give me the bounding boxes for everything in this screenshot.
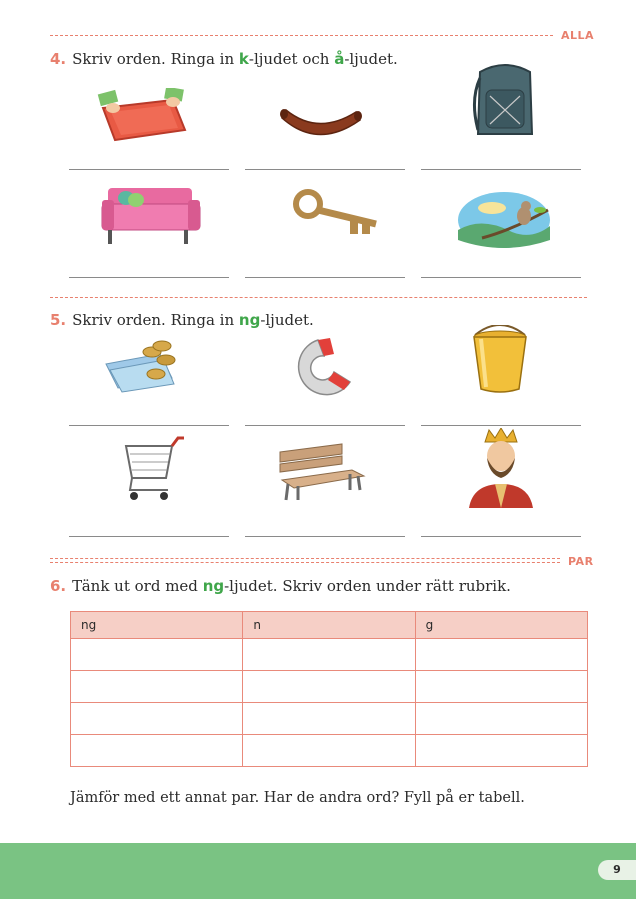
answer-line[interactable] [245, 425, 405, 426]
closing-instruction: Jämför med ett annat par. Har de andra ord? Fyll på er tabell. [70, 790, 525, 806]
section-tag-alla: ALLA [561, 29, 595, 42]
answer-line[interactable] [69, 425, 229, 426]
task-number: 4. [50, 50, 67, 68]
table-row [71, 639, 588, 671]
table-cell[interactable] [71, 671, 243, 703]
column-header-g: g [415, 612, 587, 639]
task-divider [50, 297, 587, 298]
table-header-row [71, 612, 588, 639]
shopping-cart-icon [98, 432, 208, 512]
answer-line[interactable] [421, 536, 581, 537]
magnet-icon [268, 330, 378, 410]
money-icon [100, 334, 210, 414]
tray-icon [93, 88, 203, 168]
table-cell[interactable] [71, 703, 243, 735]
table-cell[interactable] [243, 671, 415, 703]
bird-on-branch-icon [452, 180, 562, 260]
answer-line[interactable] [69, 536, 229, 537]
table-cell[interactable] [415, 703, 587, 735]
task-number: 5. [50, 311, 67, 329]
answer-line[interactable] [245, 169, 405, 170]
highlight-letter: ng [238, 311, 261, 329]
answer-line[interactable] [421, 169, 581, 170]
answer-line[interactable] [421, 425, 581, 426]
task-6-instruction: 6. Tänk ut ord med ng-ljudet. Skriv orden under rätt rubrik. [50, 577, 511, 595]
page-number: 9 [598, 860, 636, 880]
section-tag-par: PAR [568, 555, 594, 568]
bucket-icon [445, 325, 555, 405]
table-row [71, 735, 588, 767]
highlight-letter: å [334, 50, 345, 68]
table-row [71, 703, 588, 735]
key-icon [280, 180, 390, 260]
answer-line[interactable] [245, 536, 405, 537]
table-cell[interactable] [71, 735, 243, 767]
highlight-letter: k [238, 50, 249, 68]
table-cell[interactable] [415, 671, 587, 703]
answer-line[interactable] [421, 277, 581, 278]
task-5-instruction: 5. Skriv orden. Ringa in ng-ljudet. [50, 311, 314, 329]
table-row [71, 671, 588, 703]
table-cell[interactable] [243, 735, 415, 767]
sofa-icon [96, 178, 206, 258]
table-cell[interactable] [243, 703, 415, 735]
column-header-ng: ng [71, 612, 243, 639]
section-divider-par [50, 558, 560, 563]
table-cell[interactable] [243, 639, 415, 671]
table-cell[interactable] [71, 639, 243, 671]
page-footer-band [0, 843, 636, 899]
task-4-instruction: 4. Skriv orden. Ringa in k-ljudet och å-ljudet. [50, 50, 398, 68]
king-icon [447, 428, 557, 508]
task-number: 6. [50, 577, 67, 595]
column-header-n: n [243, 612, 415, 639]
word-sorting-table [70, 611, 588, 767]
answer-line[interactable] [245, 277, 405, 278]
backpack-icon [450, 60, 560, 140]
table-cell[interactable] [415, 735, 587, 767]
bench-icon [268, 434, 378, 514]
answer-line[interactable] [69, 277, 229, 278]
highlight-letter: ng [202, 577, 225, 595]
sausage-icon [268, 88, 378, 168]
table-cell[interactable] [415, 639, 587, 671]
section-divider-alla [50, 35, 553, 36]
answer-line[interactable] [69, 169, 229, 170]
